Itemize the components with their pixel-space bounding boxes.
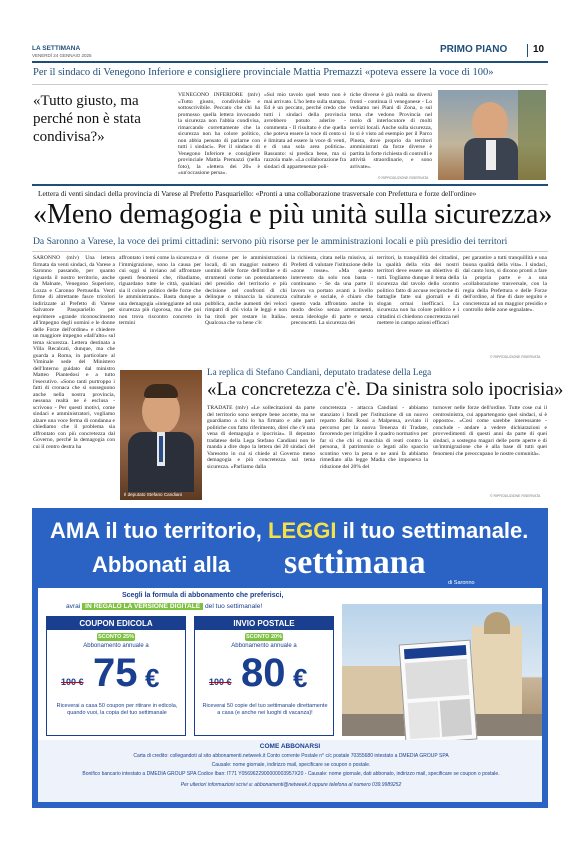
offer-2-desc: Riceverai 50 copie del tuo settimanale direttamente a casa (e anche nei luoghi di vacanza)! [202,703,328,716]
offer-2-discount: SCONTO 20% [246,634,282,640]
top-headline: «Tutto giusto, ma perché non è stata condivisa?» [33,93,141,145]
candiani-caption: Il deputato Stefano Candiani [124,492,182,497]
offer-2-price: 80 [241,651,286,695]
reply-headline: «La concretezza c'è. Da sinistra solo ipocrisia» [207,379,564,400]
offer-1-desc: Riceverai a casa 50 coupon per ritirare in edicola, quando vuoi, la copia del tuo settimanale [56,703,178,716]
reply-credit: © RIPRODUZIONE RISERVATA [490,494,541,498]
main-col-1: SARONNO (mlv) Una lettera firmata da venti sindaci, da Varese a Saronno passando, per quanto riguarda il nostro territorio, anche da Malnate, Venegono Superiore, Lozza e Caronno Pertusella. Venti firme di altrettante fasce tricolori indirizzate al Prefetto di Varese Salvatore Pasquariello per esprimere «grande riconoscimento all'impegno degli uomini e le donne delle Forze dell'ordine» e chiedere un maggiore impegno «dall'alto» sul tema sicurezza. Lettera destinata a Villa Recalcati, dunque, ma che guarda a Roma, in particolare al Viminale sede del Ministero dell'Interno guidato dal ministro Matteo Piantedosi e a tutto l'esecutivo. «Sono tanti purtroppo i fatti di cronaca che si susseguono anche nella nostra provincia, nessuna realtà ne è esclusa - scrivono - Per questi motivi, come sindaci e amministratori, vogliamo alzare una voce ferma di condanna e chiediamo che il problema sia affrontato con più concretezza dal Governo, perché la demagogia con cui il centro destra ha [33,255,115,450]
reply-col-1: TRADATE (mlv) «Le sollecitazioni da parte del territorio sono sempre bene accette, ma se guardiamo a chi lo ha firmato e alle parti politiche con fatto riferimento, direi che c'è una vena di demagogia e ipocrisia». Il deputato tradatese della Lega Stefano Candiani non le manda a dire dopo la lettera dei 20 sindaci del Varesotto in cui si chiede al Governo meno demagogia e più concretezza sul tema sicurezza. «Parliamo dalla [207,405,315,470]
subscription-ad[interactable] [32,508,548,808]
offer-2-title: INVIO POSTALE [195,617,333,630]
premazzi-photo [438,90,546,180]
masthead-rule [32,61,548,63]
brand-logo: settimana [284,544,426,581]
offer-2-old-price: 100 € [209,677,232,687]
offer-1-currency: € [145,663,160,693]
page-number: 10 [533,44,545,55]
how-line-4: Per ulteriori informazioni scrivi a: abbonamenti@netweek.it oppure telefona al numero 039.9989252 [180,782,402,788]
reply-col-3: turnover nelle forze dell'ordine. Tutte cose cui il centrosinistra, cui appartengono quei sindaci, si è opposto». «Così come sarebbe interessante - conclude - andare a vedere dichiarazioni e provvedimenti di questi anni da parte di quei sindaci, a sostegno magari delle porte aperte e di un'immigrazione che è alla base di tutti quei fenomeni che preoccupano le nostre comunità». [433,405,547,457]
reply-col-2: concretezza - attacca Candiani - abbiamo stanziato i fondi per l'istituzione di un nuovo reparto Rafisi Rossi a Malpensa, avviato il percorso per la nuova Tenenza di Tradate, favorendo per irrigidire il quadro normativo per far sì che chi si macchia di reati contro la persona, il patrimonio o legati allo spaccio scontino vero la pena e ne anni fa abbiamo rimediato alla legge Madia che imponeva la riduzione del 20% del [320,405,428,470]
offer-2-subtitle: Abbonamento annuale a [231,643,297,649]
offer-1-price: 75 [93,651,138,695]
ad-choose-2: avrai IN REGALO LA VERSIONE DIGITALE del tuo settimanale! [66,603,263,610]
offer-1-subtitle: Abbonamento annuale a [83,643,149,649]
top-kicker: Per il sindaco di Venegono Inferiore e consigliere provinciale Mattia Premazzi «poteva essere la voce di 100» [33,67,494,78]
main-subhead: Da Saronno a Varese, la voce dei primi cittadini: servono più risorse per le amministrazioni locali e più presidio dei territori [33,236,508,247]
main-col-2: affrontato i temi come la sicurezza e l'immigrazione, sono la causa per cui oggi si inviano ad affrontare questi fenomeni che, ribadiamo, riguardano tutte le città, qualsiasi sia il colore politico delle forze che le amministrano». Basta dunque a una demagogia «inneggiante ad una sicurezza più rigorosa, ma che poi non trova riscontro concreto in termini [119,255,201,326]
main-col-3: di risorse per le amministrazioni locali, di un maggior numero di uomini delle forze dell'ordine e di strumenti come un potenziamento del presidio del territorio e più decisione nel confronti di chi delinque o minaccia la sicurezza pubblica, anche aumenti dei veloci rimpatri di chi viola le leggi e non ha titoli per restare in Italia». Qualcosa che va bene c'è: [205,255,287,326]
offer-coupon-edicola[interactable] [46,616,186,736]
how-line-1: Carta di credito: collegandoti al sito abbonamenti.netweek.it Conto corrente Postale n° c/c postale 70355680 intestato a DMEDIA GROUP SPA [133,753,449,759]
top-col-1: VENEGONO INFERIORE (mlv) «Tutto giusto, condivisibile e sottoscrivibile. Peccato che chi ha promosso quella lettera invocando la sicurezza non l'abbia condivisa, rimarcando correttamente che la sicurezza non ha colore politico, non abbia pensato di parlarne con tutti i sindaci». Per il sindaco di Venegono Inferiore e consigliere provinciale Mattia Premazzi (nella foto), la «lettera dei 20» è «un'occasione persa». [178,92,260,176]
newspaper-image [399,640,478,745]
how-title: COME ABBONARSI [259,743,321,750]
offer-1-title: COUPON EDICOLA [47,617,185,630]
ad-line-2: Abbonati alla [92,552,231,577]
reply-kicker: La replica di Stefano Candiani, deputato tradatese della Lega [207,367,432,377]
main-subhead-rule [32,251,548,252]
how-line-2: Causale: nome giornale, indirizzo mail, specificare se coupon o postale. [211,762,371,768]
section-divider [527,44,528,57]
candiani-photo [120,370,202,500]
masthead-date: VENERDÌ 24 GENNAIO 2025 [32,53,92,58]
section-label: PRIMO PIANO [440,44,508,55]
main-col-5: territori, la tranquillità dei cittadini, la qualità della vita dei nostri territori deve essere un obiettivo di tutti. Togliamo dunque il tema della sicurezza dal tavolo dello scontro politico fatto di accuse reciproche di battaglie fatte sui giornali e di slogan ormai inefficaci. La sicurezza non ha colore politico e i cittadini ci chiedono concretezza nel mettere in campo azioni efficaci [377,255,459,326]
main-col-6: per garantire a tutti tranquillità e una buona qualità della vita». I sindaci, dal canto loro, si dicono pronti a fare la propria parte e a una «collaborazione trasversale, con la regia della Prefettura e delle Forze dell'ordine, al fine di dare seguito e concretezza ad un maggior presidio e controllo delle zone segnalate». [463,255,547,313]
top-kicker-rule [32,84,548,85]
main-credit: © RIPRODUZIONE RISERVATA [490,355,541,359]
top-bottom-rule [32,184,548,186]
brand-logo-sub: di Saronno [448,580,475,586]
offer-invio-postale[interactable] [194,616,334,736]
offer-1-old-price: 100 € [61,677,84,687]
main-headline: «Meno demagogia e più unità sulla sicurezza» [33,199,553,230]
ad-choose-1: Scegli la formula di abbonamento che preferisci, [122,592,284,599]
top-col-2: «Sul mio tavolo quel testo non è mai arrivato. L'ho letto sulla stampa. Ed è un peccato, perché credo che tutti i sindaci della provincia avrebbero potuto aderire - commenta - Il risultato è che quella che poteva essere la voce di cento si è limitata ad essere la voce di venti, e di una sola area politica». Rassunto: si predica bene, ma si razzola male. «La collaborazione fra sindaci di appartenenze poli- [264,92,346,170]
masthead-paper: LA SETTIMANA [32,45,81,52]
offer-2-currency: € [293,663,308,693]
ad-line-1: AMA il tuo territorio, LEGGI il tuo settimanale. [50,518,529,543]
main-kicker: Lettera di venti sindaci della provincia di Varese al Prefetto Pasquariello: «Pronti a una collaborazione trasversale con Prefettura e forze dell'ordine» [38,189,477,198]
offer-1-discount: SCONTO 25% [98,634,134,640]
top-credit: © RIPRODUZIONE RISERVATA [378,176,429,180]
top-col-3: tiche diverse è già realtà su diversi fronti - continua il venegonese - Lo vediamo nei Piani di Zona, o sul tema che vedono Provincia nel ruolo di interlocutore di molti servizi locali. Anche sulla sicurezza, lo si è visto ad esempio per il Parco Pineta, dove proprio da territori amministrati da forze diverse è partita la forte richiesta di controlli e attività straordinarie, e sono arrivate». [350,92,432,170]
main-col-4: la richiesta, citata nella missiva, ai Prefetti di valutare l'istituzione delle «zone rosse». «Ma questo intervento da solo non basta - continuano - Se da una parte il lavoro va portato avanti a livello culturale e sociale, è chiaro che questo vada affrontato anche in modo deciso senza arretramenti, senza ideologie di parte e senza preconcetti. La sicurezza dei [291,255,373,326]
how-line-3: Bonifico bancario intestato a DMEDIA GROUP SPA Codice Iban: IT71 Y0569622900000003957X20 - Causale: nome giornale, dati abbonato, indirizzo mail, specificare se coupon o postale. [82,771,500,777]
